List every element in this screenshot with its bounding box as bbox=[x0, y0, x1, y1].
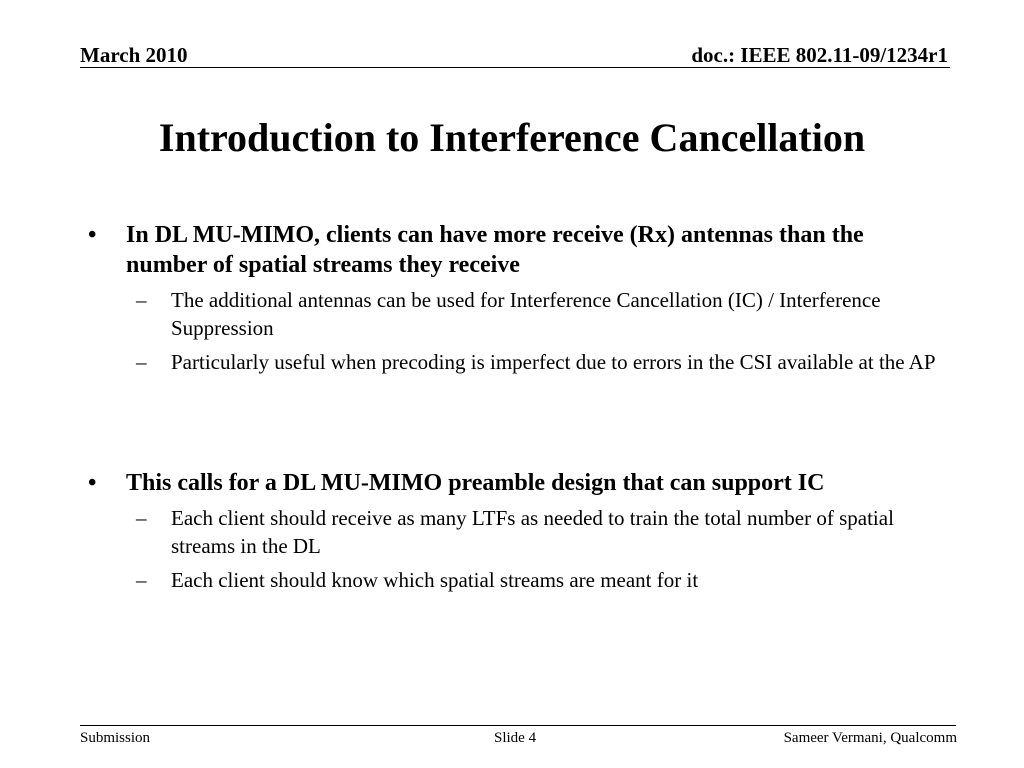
sub-bullet-item bbox=[88, 504, 948, 560]
dash-marker: – bbox=[136, 350, 147, 374]
header-divider bbox=[80, 67, 950, 68]
bullet-item bbox=[88, 220, 948, 280]
sub-bullet-item bbox=[88, 348, 948, 376]
header-doc-id: doc.: IEEE 802.11-09/1234r1 bbox=[691, 43, 948, 67]
dash-marker: – bbox=[136, 568, 147, 592]
sub-bullet-text: Particularly useful when precoding is imperfect due to errors in the CSI available at the AP bbox=[171, 350, 936, 374]
sub-bullet-item bbox=[88, 286, 948, 342]
sub-bullet-text: Each client should receive as many LTFs as needed to train the total number of spatial streams in the DL bbox=[171, 506, 894, 558]
footer-submission: Submission bbox=[80, 730, 151, 746]
footer-divider bbox=[80, 725, 956, 726]
dash-marker: – bbox=[136, 288, 147, 312]
bullet-item bbox=[88, 468, 948, 498]
footer-slide-number: Slide 4 bbox=[494, 730, 537, 746]
bullet-text: This calls for a DL MU-MIMO preamble design that can support IC bbox=[126, 470, 825, 496]
bullet-text: In DL MU-MIMO, clients can have more receive (Rx) antennas than the number of spatial streams they receive bbox=[126, 222, 864, 278]
dash-marker: – bbox=[136, 506, 147, 530]
bullet-group-1 bbox=[88, 220, 948, 376]
bullet-group-2 bbox=[88, 468, 948, 594]
bullet-marker: • bbox=[88, 470, 97, 496]
footer-author: Sameer Vermani, Qualcomm bbox=[783, 730, 957, 746]
sub-bullet-text: Each client should know which spatial streams are meant for it bbox=[171, 568, 699, 592]
slide-title: Introduction to Interference Cancellation bbox=[158, 115, 866, 160]
header-date: March 2010 bbox=[80, 43, 188, 67]
bullet-marker: • bbox=[88, 222, 97, 248]
sub-bullet-text: The additional antennas can be used for Interference Cancellation (IC) / Interference Suppression bbox=[171, 288, 881, 340]
sub-bullet-item bbox=[88, 566, 948, 594]
